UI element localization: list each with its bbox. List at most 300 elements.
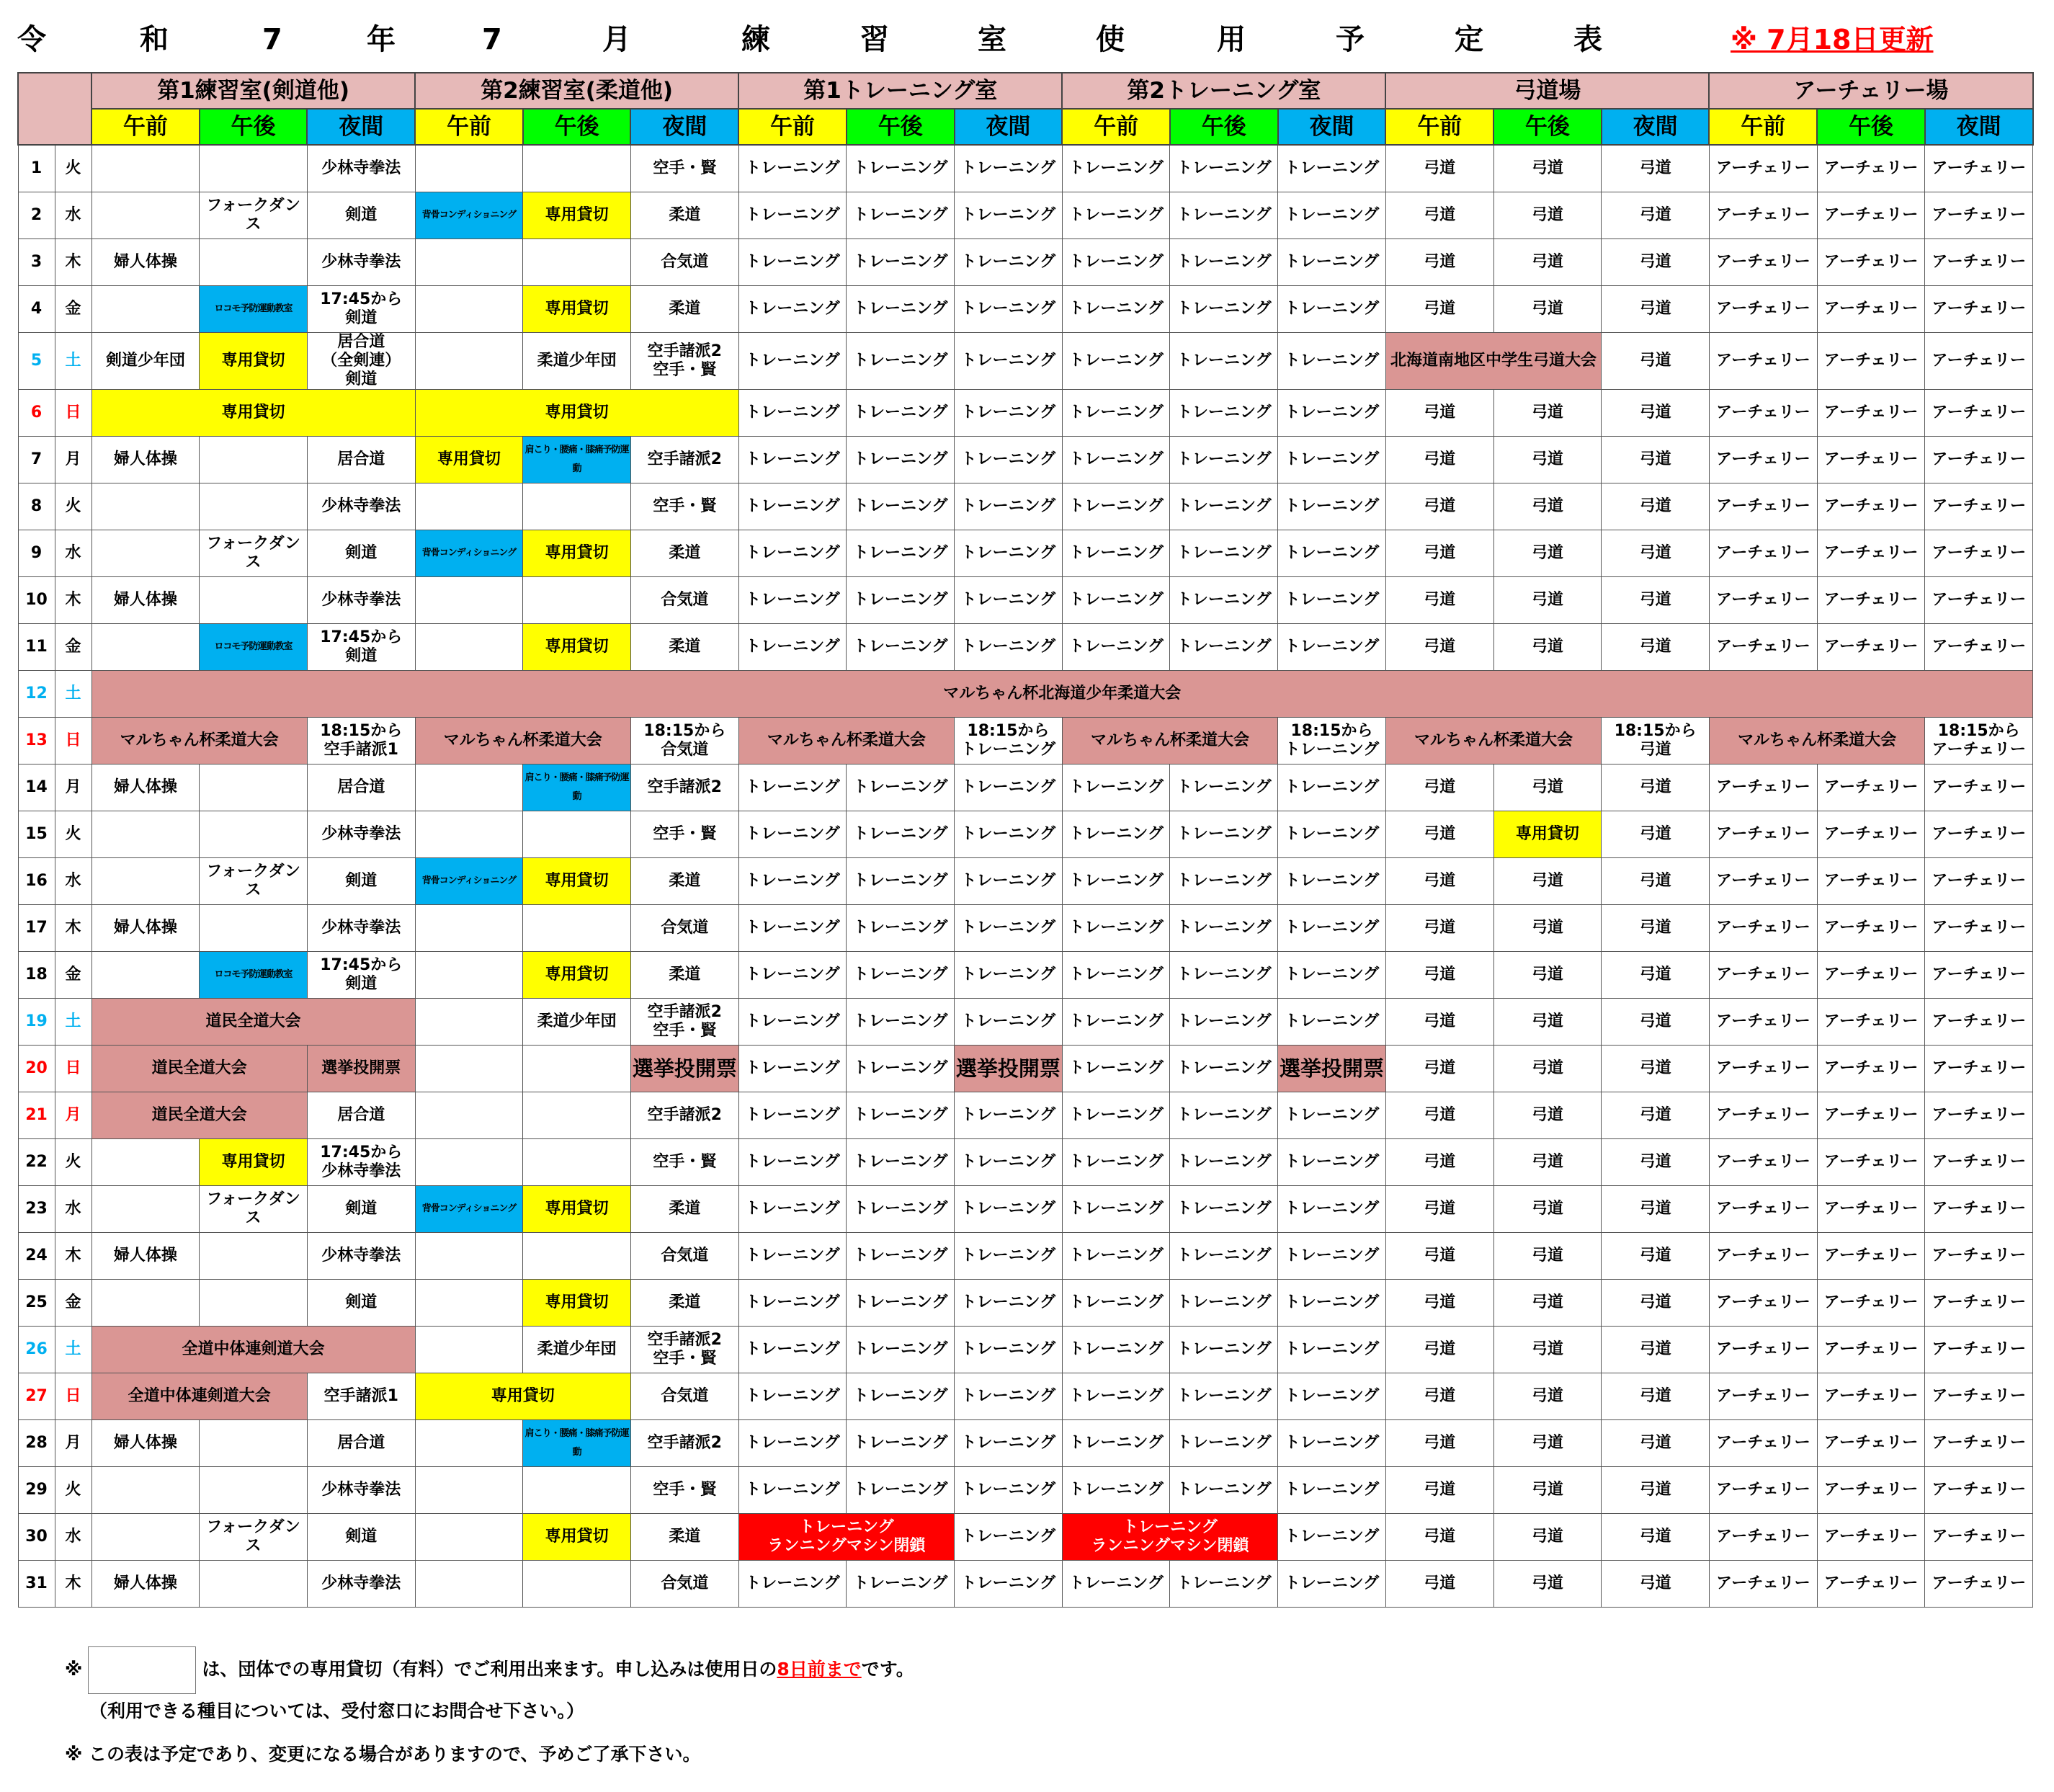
schedule-cell: 弓道: [1602, 1514, 1710, 1561]
schedule-cell: 18:15から トレーニング: [955, 718, 1063, 765]
period-header: 午後: [200, 109, 308, 145]
title-char: 用: [1217, 23, 1246, 56]
schedule-cell: 弓道: [1493, 239, 1602, 286]
schedule-cell: トレーニング: [955, 1233, 1063, 1280]
schedule-cell: トレーニング ランニングマシン閉鎖: [738, 1514, 954, 1561]
schedule-cell: [200, 1233, 308, 1280]
schedule-cell: アーチェリー: [1709, 239, 1817, 286]
schedule-cell: アーチェリー: [1817, 1280, 1925, 1327]
schedule-cell: 弓道: [1385, 437, 1493, 483]
schedule-cell: 弓道: [1602, 765, 1710, 811]
title-char: 習: [860, 23, 889, 56]
schedule-cell: トレーニング: [955, 858, 1063, 905]
schedule-cell: トレーニング: [738, 1186, 847, 1233]
day-number: 19: [18, 999, 55, 1046]
title-char: 定: [1455, 23, 1483, 56]
day-number: 16: [18, 858, 55, 905]
schedule-cell: トレーニング: [1278, 577, 1386, 624]
schedule-cell: アーチェリー: [1817, 1139, 1925, 1186]
schedule-cell: トレーニング: [738, 145, 847, 192]
schedule-cell: トレーニング: [1062, 999, 1170, 1046]
schedule-cell: トレーニング: [1062, 1420, 1170, 1467]
table-row: [18, 1420, 2033, 1467]
schedule-cell: アーチェリー: [1925, 999, 2033, 1046]
schedule-cell: アーチェリー: [1925, 1514, 2033, 1561]
schedule-cell: トレーニング: [1278, 999, 1386, 1046]
schedule-cell: トレーニング: [847, 286, 955, 333]
schedule-cell: 弓道: [1493, 1514, 1602, 1561]
schedule-cell: 弓道: [1385, 192, 1493, 239]
table-row: [18, 1186, 2033, 1233]
day-number: 3: [18, 239, 55, 286]
schedule-cell: [200, 577, 308, 624]
schedule-cell: 婦人体操: [91, 437, 200, 483]
schedule-cell: 専用貸切: [1493, 811, 1602, 858]
schedule-cell: トレーニング: [1062, 390, 1170, 437]
schedule-cell: トレーニング: [1278, 239, 1386, 286]
schedule-cell: トレーニング: [955, 952, 1063, 999]
schedule-cell: 柔道: [630, 952, 738, 999]
schedule-cell: トレーニング: [847, 811, 955, 858]
day-number: 21: [18, 1092, 55, 1139]
room-header: 第1練習室(剣道他): [91, 73, 415, 109]
schedule-cell: アーチェリー: [1709, 858, 1817, 905]
schedule-cell: アーチェリー: [1709, 333, 1817, 390]
schedule-cell: トレーニング: [1170, 952, 1278, 999]
schedule-cell: トレーニング: [1170, 765, 1278, 811]
table-row: [18, 624, 2033, 671]
schedule-cell: アーチェリー: [1925, 437, 2033, 483]
weekday: 土: [55, 333, 91, 390]
day-number: 18: [18, 952, 55, 999]
schedule-cell: 合気道: [630, 239, 738, 286]
schedule-cell: アーチェリー: [1709, 286, 1817, 333]
schedule-cell: 婦人体操: [91, 1233, 200, 1280]
schedule-cell: 弓道: [1602, 624, 1710, 671]
table-row: [18, 437, 2033, 483]
weekday: 金: [55, 1280, 91, 1327]
schedule-cell: マルちゃん杯柔道大会: [738, 718, 954, 765]
schedule-cell: アーチェリー: [1925, 1280, 2033, 1327]
schedule-cell: [523, 1092, 631, 1139]
schedule-cell: アーチェリー: [1925, 1327, 2033, 1373]
weekday: 水: [55, 858, 91, 905]
schedule-cell: 弓道: [1602, 530, 1710, 577]
schedule-cell: 専用貸切: [200, 1139, 308, 1186]
schedule-cell: 弓道: [1602, 1327, 1710, 1373]
schedule-cell: トレーニング: [1062, 239, 1170, 286]
schedule-cell: トレーニング: [738, 1280, 847, 1327]
weekday: 火: [55, 483, 91, 530]
schedule-cell: アーチェリー: [1709, 437, 1817, 483]
schedule-cell: トレーニング: [1278, 1467, 1386, 1514]
schedule-cell: 選挙投開票: [955, 1046, 1063, 1092]
schedule-cell: 弓道: [1602, 1561, 1710, 1608]
schedule-cell: 肩こり・腰痛・膝痛予防運動: [523, 437, 631, 483]
schedule-cell: トレーニング: [955, 483, 1063, 530]
schedule-cell: ロコモ予防運動教室: [200, 952, 308, 999]
schedule-cell: アーチェリー: [1709, 1139, 1817, 1186]
weekday: 土: [55, 999, 91, 1046]
schedule-cell: アーチェリー: [1925, 765, 2033, 811]
schedule-cell: トレーニング: [847, 1327, 955, 1373]
weekday: 日: [55, 390, 91, 437]
schedule-cell: トレーニング: [738, 765, 847, 811]
schedule-cell: トレーニング: [1062, 1561, 1170, 1608]
schedule-cell: 空手諸派2: [630, 1092, 738, 1139]
schedule-cell: [200, 145, 308, 192]
title-char: 予: [1336, 23, 1365, 56]
schedule-cell: [523, 577, 631, 624]
schedule-cell: [415, 1420, 523, 1467]
schedule-cell: 17:45から 剣道: [307, 624, 415, 671]
period-header: 夜間: [1278, 109, 1386, 145]
weekday: 水: [55, 530, 91, 577]
updated-note: ※ 7月18日更新: [1731, 24, 1934, 55]
schedule-cell: アーチェリー: [1925, 577, 2033, 624]
schedule-cell: [523, 145, 631, 192]
schedule-cell: トレーニング: [1062, 1327, 1170, 1373]
schedule-cell: トレーニング: [1170, 1561, 1278, 1608]
schedule-cell: 弓道: [1385, 1092, 1493, 1139]
schedule-cell: アーチェリー: [1709, 624, 1817, 671]
schedule-cell: [523, 483, 631, 530]
schedule-cell: 弓道: [1493, 624, 1602, 671]
schedule-cell: トレーニング: [738, 239, 847, 286]
schedule-cell: 柔道: [630, 1514, 738, 1561]
schedule-cell: 少林寺拳法: [307, 483, 415, 530]
schedule-cell: トレーニング: [1170, 1186, 1278, 1233]
schedule-cell: トレーニング: [1062, 1233, 1170, 1280]
schedule-cell: 弓道: [1493, 1561, 1602, 1608]
schedule-cell: アーチェリー: [1817, 390, 1925, 437]
schedule-cell: トレーニング: [1278, 1139, 1386, 1186]
weekday: 木: [55, 239, 91, 286]
schedule-cell: 専用貸切: [523, 530, 631, 577]
schedule-cell: アーチェリー: [1925, 624, 2033, 671]
schedule-cell: アーチェリー: [1709, 1467, 1817, 1514]
schedule-cell: 空手・賢: [630, 483, 738, 530]
schedule-cell: トレーニング: [738, 624, 847, 671]
schedule-cell: トレーニング: [1170, 286, 1278, 333]
schedule-cell: [523, 1139, 631, 1186]
schedule-cell: アーチェリー: [1709, 811, 1817, 858]
title-char: 表: [1573, 23, 1602, 56]
schedule-cell: 専用貸切: [523, 1186, 631, 1233]
schedule-cell: 婦人体操: [91, 765, 200, 811]
schedule-cell: 弓道: [1602, 1420, 1710, 1467]
schedule-cell: トレーニング: [955, 1092, 1063, 1139]
schedule-cell: 婦人体操: [91, 1561, 200, 1608]
schedule-cell: 背骨コンディショニング: [415, 1186, 523, 1233]
schedule-cell: トレーニング: [847, 1373, 955, 1420]
schedule-cell: 婦人体操: [91, 1420, 200, 1467]
schedule-cell: トレーニング: [1170, 1280, 1278, 1327]
schedule-cell: 弓道: [1385, 1139, 1493, 1186]
schedule-cell: 17:45から 剣道: [307, 286, 415, 333]
schedule-cell: アーチェリー: [1709, 905, 1817, 952]
schedule-cell: トレーニング: [1278, 530, 1386, 577]
schedule-cell: アーチェリー: [1817, 1467, 1925, 1514]
weekday: 日: [55, 718, 91, 765]
schedule-cell: トレーニング: [738, 1046, 847, 1092]
period-header: 午後: [1493, 109, 1602, 145]
schedule-cell: アーチェリー: [1817, 1046, 1925, 1092]
schedule-cell: トレーニング: [1278, 1327, 1386, 1373]
schedule-cell: 弓道: [1385, 1561, 1493, 1608]
schedule-cell: 空手諸派2: [630, 765, 738, 811]
schedule-cell: トレーニング: [1278, 390, 1386, 437]
schedule-cell: 18:15から 弓道: [1602, 718, 1710, 765]
day-number: 22: [18, 1139, 55, 1186]
schedule-cell: 弓道: [1385, 483, 1493, 530]
table-row: [18, 1092, 2033, 1139]
schedule-cell: 少林寺拳法: [307, 239, 415, 286]
schedule-cell: トレーニング: [738, 811, 847, 858]
schedule-cell: マルちゃん杯柔道大会: [415, 718, 630, 765]
schedule-cell: アーチェリー: [1925, 530, 2033, 577]
schedule-cell: [415, 952, 523, 999]
schedule-cell: 弓道: [1602, 483, 1710, 530]
table-row: [18, 390, 2033, 437]
schedule-cell: トレーニング: [1062, 1139, 1170, 1186]
schedule-cell: マルちゃん杯柔道大会: [1385, 718, 1601, 765]
schedule-cell: 弓道: [1385, 286, 1493, 333]
day-number: 2: [18, 192, 55, 239]
schedule-cell: トレーニング: [1170, 530, 1278, 577]
schedule-cell: トレーニング: [1170, 858, 1278, 905]
schedule-cell: アーチェリー: [1709, 1186, 1817, 1233]
schedule-cell: 弓道: [1602, 1373, 1710, 1420]
schedule-cell: [91, 1186, 200, 1233]
schedule-cell: 婦人体操: [91, 905, 200, 952]
schedule-cell: 弓道: [1493, 765, 1602, 811]
schedule-cell: トレーニング: [955, 1186, 1063, 1233]
schedule-cell: 弓道: [1602, 577, 1710, 624]
schedule-cell: 弓道: [1385, 1373, 1493, 1420]
day-number: 31: [18, 1561, 55, 1608]
schedule-cell: 弓道: [1602, 437, 1710, 483]
schedule-cell: トレーニング: [738, 483, 847, 530]
table-row: [18, 1233, 2033, 1280]
reserved-legend-box: [88, 1646, 196, 1694]
table-row: [18, 192, 2033, 239]
schedule-cell: トレーニング: [847, 577, 955, 624]
schedule-cell: [415, 333, 523, 390]
schedule-cell: トレーニング: [738, 999, 847, 1046]
table-row: [18, 483, 2033, 530]
schedule-cell: 剣道: [307, 1186, 415, 1233]
schedule-cell: 専用貸切: [523, 624, 631, 671]
schedule-cell: トレーニング: [1062, 1373, 1170, 1420]
schedule-cell: マルちゃん杯柔道大会: [1062, 718, 1277, 765]
schedule-cell: [91, 811, 200, 858]
schedule-cell: 弓道: [1493, 1280, 1602, 1327]
weekday: 月: [55, 1092, 91, 1139]
schedule-cell: トレーニング: [1062, 286, 1170, 333]
table-row: [18, 239, 2033, 286]
title-char: 練: [741, 23, 770, 56]
schedule-cell: 弓道: [1493, 530, 1602, 577]
schedule-cell: トレーニング: [1170, 624, 1278, 671]
schedule-cell: 弓道: [1493, 858, 1602, 905]
schedule-cell: トレーニング: [955, 286, 1063, 333]
schedule-cell: トレーニング: [955, 1373, 1063, 1420]
weekday: 木: [55, 905, 91, 952]
day-number: 20: [18, 1046, 55, 1092]
schedule-cell: 婦人体操: [91, 577, 200, 624]
schedule-cell: トレーニング: [1278, 811, 1386, 858]
schedule-cell: アーチェリー: [1925, 1561, 2033, 1608]
weekday: 日: [55, 1373, 91, 1420]
schedule-cell: トレーニング: [1170, 1373, 1278, 1420]
schedule-cell: [523, 811, 631, 858]
schedule-cell: [415, 1561, 523, 1608]
schedule-cell: 専用貸切: [523, 1280, 631, 1327]
schedule-cell: 弓道: [1493, 437, 1602, 483]
weekday: 日: [55, 1046, 91, 1092]
schedule-cell: アーチェリー: [1709, 1327, 1817, 1373]
schedule-cell: トレーニング ランニングマシン閉鎖: [1062, 1514, 1277, 1561]
schedule-cell: 柔道少年団: [523, 1327, 631, 1373]
room-header: 第2トレーニング室: [1062, 73, 1385, 109]
schedule-cell: トレーニング: [955, 437, 1063, 483]
schedule-cell: 弓道: [1493, 390, 1602, 437]
schedule-cell: [523, 1233, 631, 1280]
schedule-cell: トレーニング: [1278, 1373, 1386, 1420]
schedule-cell: 空手・賢: [630, 145, 738, 192]
schedule-cell: アーチェリー: [1709, 577, 1817, 624]
weekday: 水: [55, 192, 91, 239]
day-number: 15: [18, 811, 55, 858]
schedule-cell: 弓道: [1602, 1186, 1710, 1233]
schedule-cell: トレーニング: [847, 1186, 955, 1233]
schedule-cell: 弓道: [1602, 999, 1710, 1046]
schedule-cell: [91, 1467, 200, 1514]
schedule-cell: [415, 1233, 523, 1280]
schedule-cell: トレーニング: [1278, 1186, 1386, 1233]
schedule-cell: 剣道: [307, 530, 415, 577]
schedule-cell: アーチェリー: [1817, 145, 1925, 192]
schedule-cell: [91, 192, 200, 239]
schedule-cell: [415, 1327, 523, 1373]
schedule-cell: 専用貸切: [415, 437, 523, 483]
schedule-cell: アーチェリー: [1817, 999, 1925, 1046]
schedule-cell: 柔道: [630, 286, 738, 333]
schedule-cell: [91, 286, 200, 333]
schedule-cell: フォークダンス: [200, 858, 308, 905]
schedule-cell: 弓道: [1602, 1280, 1710, 1327]
weekday: 火: [55, 1467, 91, 1514]
schedule-cell: 柔道: [630, 1186, 738, 1233]
day-number: 26: [18, 1327, 55, 1373]
schedule-cell: トレーニング: [847, 437, 955, 483]
schedule-cell: 柔道少年団: [523, 999, 631, 1046]
table-row: [18, 999, 2033, 1046]
schedule-cell: トレーニング: [1278, 1233, 1386, 1280]
schedule-cell: アーチェリー: [1925, 1420, 2033, 1467]
schedule-cell: トレーニング: [1170, 999, 1278, 1046]
schedule-cell: 専用貸切: [523, 192, 631, 239]
schedule-cell: アーチェリー: [1817, 624, 1925, 671]
schedule-cell: アーチェリー: [1817, 1327, 1925, 1373]
schedule-cell: アーチェリー: [1817, 1373, 1925, 1420]
schedule-cell: 弓道: [1385, 1233, 1493, 1280]
room-header: 第1トレーニング室: [738, 73, 1062, 109]
schedule-cell: 選挙投開票: [307, 1046, 415, 1092]
weekday: 火: [55, 811, 91, 858]
weekday: 月: [55, 765, 91, 811]
schedule-cell: トレーニング: [847, 624, 955, 671]
schedule-cell: [415, 1280, 523, 1327]
schedule-cell: トレーニング: [738, 1420, 847, 1467]
room-header: アーチェリー場: [1709, 73, 2032, 109]
table-row: [18, 145, 2033, 192]
schedule-cell: 柔道: [630, 1280, 738, 1327]
schedule-cell: アーチェリー: [1709, 530, 1817, 577]
schedule-cell: 弓道: [1493, 1046, 1602, 1092]
day-number: 27: [18, 1373, 55, 1420]
schedule-cell: 弓道: [1602, 1139, 1710, 1186]
schedule-cell: トレーニング: [738, 577, 847, 624]
schedule-cell: アーチェリー: [1817, 905, 1925, 952]
table-row: [18, 718, 2033, 765]
schedule-cell: [415, 577, 523, 624]
room-header: 第2練習室(柔道他): [415, 73, 738, 109]
schedule-cell: [200, 765, 308, 811]
schedule-cell: 居合道: [307, 1092, 415, 1139]
period-header: 午前: [415, 109, 523, 145]
schedule-table: [17, 72, 2034, 1608]
weekday: 水: [55, 1514, 91, 1561]
schedule-cell: [200, 437, 308, 483]
schedule-cell: マルちゃん杯柔道大会: [1709, 718, 1924, 765]
schedule-cell: 空手諸派2: [630, 437, 738, 483]
day-number: 23: [18, 1186, 55, 1233]
schedule-cell: [91, 624, 200, 671]
schedule-cell: 空手諸派2: [630, 1420, 738, 1467]
schedule-cell: 道民全道大会: [91, 1046, 307, 1092]
schedule-cell: 弓道: [1493, 1233, 1602, 1280]
schedule-cell: 選挙投開票: [1278, 1046, 1386, 1092]
schedule-cell: [415, 286, 523, 333]
schedule-cell: マルちゃん杯柔道大会: [91, 718, 307, 765]
deadline-highlight: 8日前まで: [777, 1659, 862, 1680]
schedule-cell: 弓道: [1602, 1092, 1710, 1139]
schedule-cell: 選挙投開票: [630, 1046, 738, 1092]
day-number: 30: [18, 1514, 55, 1561]
day-number: 24: [18, 1233, 55, 1280]
schedule-cell: 弓道: [1493, 1373, 1602, 1420]
table-row: [18, 577, 2033, 624]
corner-cell: [18, 73, 91, 145]
schedule-cell: トレーニング: [1170, 811, 1278, 858]
schedule-cell: [415, 1092, 523, 1139]
schedule-cell: アーチェリー: [1925, 239, 2033, 286]
period-header: 午前: [1709, 109, 1817, 145]
period-header: 午前: [738, 109, 847, 145]
title-char: 月: [602, 23, 631, 56]
schedule-cell: トレーニング: [847, 1280, 955, 1327]
schedule-cell: トレーニング: [847, 1467, 955, 1514]
schedule-cell: 柔道少年団: [523, 333, 631, 390]
schedule-cell: 18:15から トレーニング: [1278, 718, 1386, 765]
schedule-cell: アーチェリー: [1817, 286, 1925, 333]
schedule-cell: トレーニング: [955, 145, 1063, 192]
table-row: [18, 286, 2033, 333]
schedule-cell: 専用貸切: [415, 1373, 630, 1420]
schedule-cell: 弓道: [1493, 145, 1602, 192]
